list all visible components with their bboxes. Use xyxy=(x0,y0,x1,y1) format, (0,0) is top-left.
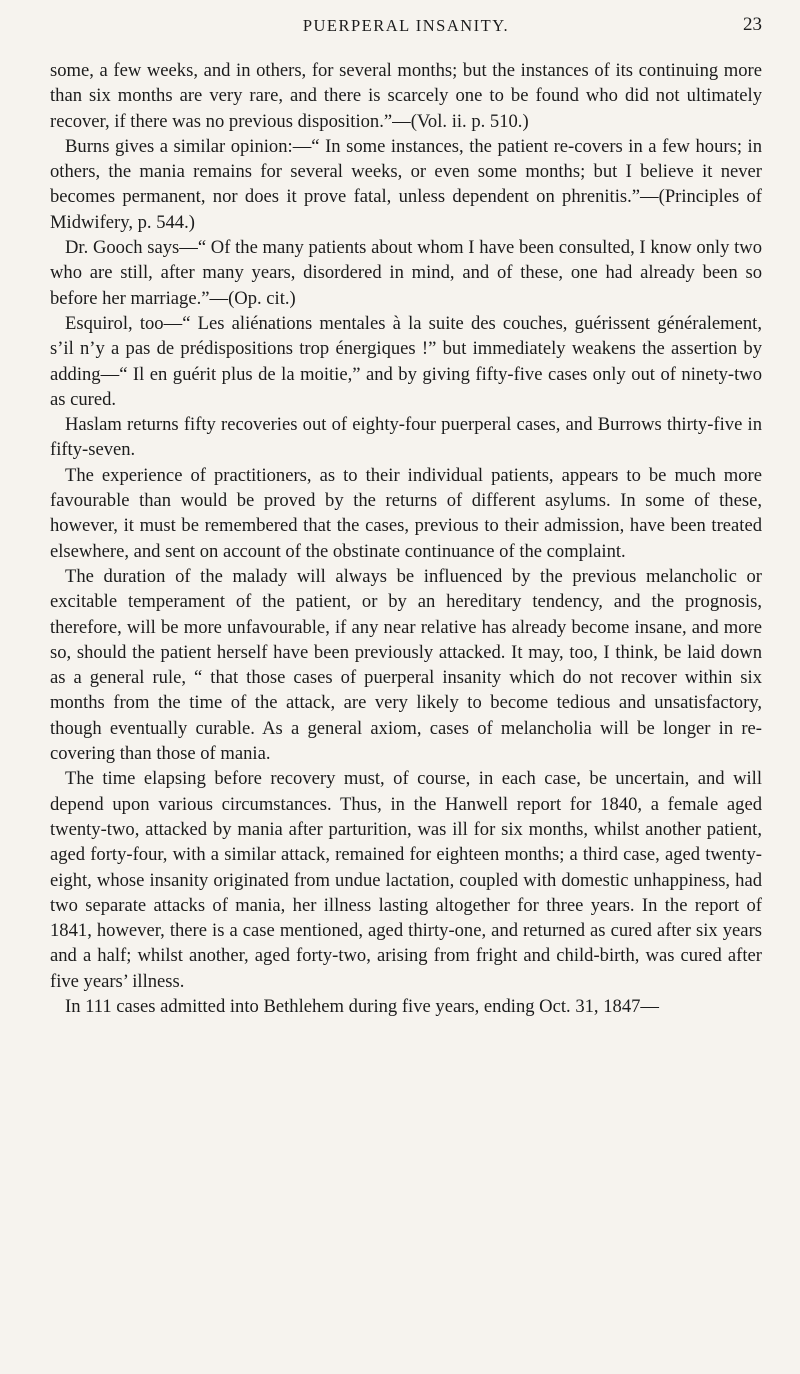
body-text xyxy=(50,58,762,1019)
running-head xyxy=(50,0,762,52)
book-page xyxy=(50,0,762,1019)
paragraph: The duration of the malady will always be influenced by the previous melancholic or excitable temperament of the patient, or by an hereditary tendency, and the prognosis, therefore, will be more unfavourable, if any near relative has already become insane, and more so, should the patient herself have been previously attacked. It may, too, I think, be laid down as a general rule, “ that those cases of puerperal insanity which do not recover within six months from the time of the attack, are very likely to become tedious and unsatisfactory, though eventually curable. As a general axiom, cases of melancholia will be longer in re-covering than those of mania. xyxy=(50,565,762,765)
paragraph: The experience of practitioners, as to their individual patients, appears to be much more favourable than would be proved by the returns of different asylums. In some of these, however, it must be remembered that the cases, previous to their admission, have been treated elsewhere, and sent on account of the obstinate continuance of the complaint. xyxy=(50,464,762,562)
paragraph: some, a few weeks, and in others, for several months; but the instances of its continuing more than six months are very rare, and there is scarcely one to be found who did not ultimately recover, if there was no previous disposition.”—(Vol. ii. p. 510.) xyxy=(50,60,762,132)
paragraph: Haslam returns fifty recoveries out of eighty-four puerperal cases, and Burrows thirty-five in fifty-seven. xyxy=(50,414,762,461)
page-number: 23 xyxy=(743,14,762,35)
running-title: PUERPERAL INSANITY. xyxy=(302,16,510,35)
paragraph: The time elapsing before recovery must, of course, in each case, be uncertain, and will depend upon various circumstances. Thus, in the Hanwell report for 1840, a female aged twenty-two, attacked by mania after parturition, was ill for six months, whilst another patient, aged forty-four, with a similar attack, remained for eighteen months; a third case, aged twenty-eight, whose insanity originated from undue lactation, coupled with domestic unhappiness, had two separate attacks of mania, her illness lasting altogether for three years. In the report of 1841, however, there is a case mentioned, aged thirty-one, and returned as cured after six years and a half; whilst another, aged forty-two, arising from fright and child-birth, was cured after five years’ illness. xyxy=(50,768,762,992)
paragraph: Dr. Gooch says—“ Of the many patients about whom I have been consulted, I know only two who are still, after many years, disordered in mind, and of these, one had already been so before her marriage.”—(Op. cit.) xyxy=(50,237,762,309)
paragraph: Burns gives a similar opinion:—“ In some instances, the patient re-covers in a few hours; in others, the mania remains for several weeks, or even some months; but I believe it never becomes permanent, nor does it prove fatal, unless dependent on phrenitis.”—(Principles of Midwifery, p. 544.) xyxy=(50,135,762,233)
paragraph: In 111 cases admitted into Bethlehem during five years, ending Oct. 31, 1847— xyxy=(65,995,660,1017)
paragraph: Esquirol, too—“ Les aliénations mentales à la suite des couches, guérissent généralement, s’il n’y a pas de prédispositions trop énergiques !” but immediately weakens the assertion by adding—“ Il en guérit plus de la moitie,” and by giving fifty-five cases only out of ninety-two as cured. xyxy=(50,312,762,410)
